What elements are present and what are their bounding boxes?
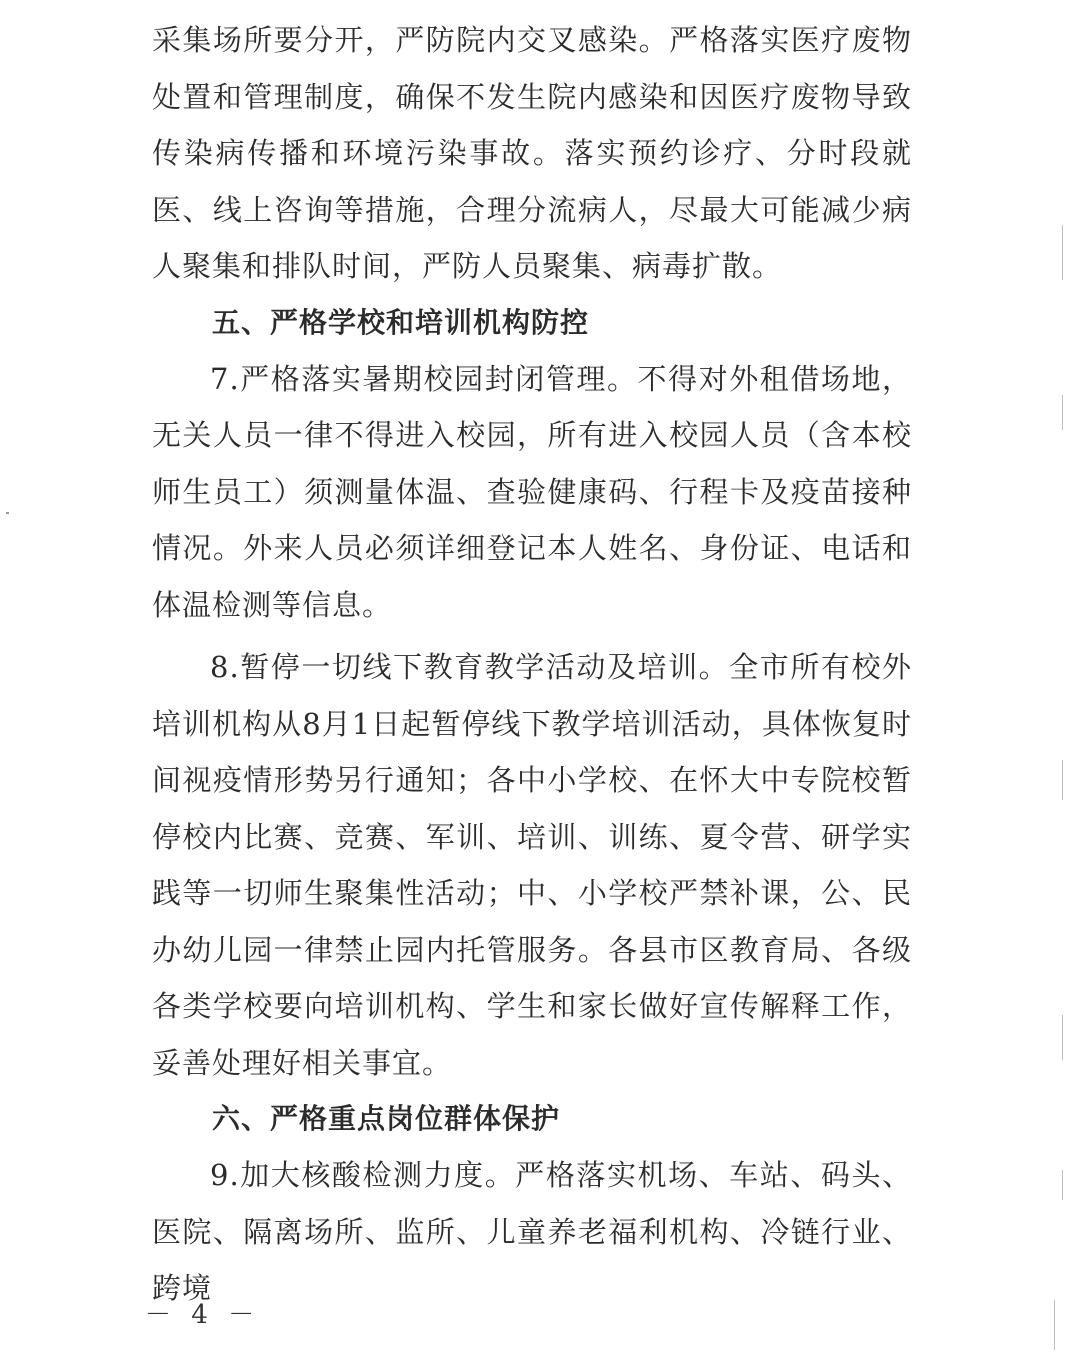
scan-artifact-dot [6, 512, 9, 514]
section-heading-5: 五、严格学校和培训机构防控 [212, 305, 590, 339]
scan-artifact-line [1062, 1170, 1063, 1200]
scan-artifact-line [1062, 395, 1063, 430]
scan-artifact-line [1062, 1015, 1063, 1060]
page-number: － 4 － [145, 1300, 261, 1330]
scan-artifact-line [1054, 1300, 1055, 1350]
paragraph-continuation: 采集场所要分开，严防院内交叉感染。严格落实医疗废物处置和管理制度，确保不发生院内感染和因医疗废物导致传染病传播和环境污染事故。落实预约诊疗、分时段就医、线上咨询等措施，合理分流病人，尽最大可能减少病人聚集和排队时间，严防人员聚集、病毒扩散。 [152, 23, 912, 283]
paragraph-item-7: 7.严格落实暑期校园封闭管理。不得对外租借场地，无关人员一律不得进入校园，所有进入校园人员（含本校师生员工）须测量体温、查验健康码、行程卡及疫苗接种情况。外来人员必须详细登记本人姓名、身份证、电话和体温检测等信息。 [152, 361, 912, 622]
document-body [152, 12, 912, 1317]
section-heading-6: 六、严格重点岗位群体保护 [212, 1102, 561, 1135]
paragraph-item-9: 9.加大核酸检测力度。严格落实机场、车站、码头、医院、隔离场所、监所、儿童养老福利机构、冷链行业、跨境 [152, 1158, 912, 1305]
scan-artifact-line [1062, 760, 1063, 800]
paragraph-item-8: 8.暂停一切线下教育教学活动及培训。全市所有校外培训机构从8月1日起暂停线下教学培训活动，具体恢复时间视疫情形势另行通知；各中小学校、在怀大中专院校暂停校内比赛、竞赛、军训、培训、训练、夏令营、研学实践等一切师生聚集性活动；中、小学校严禁补课，公、民办幼儿园一律禁止园内托管服务。各县市区教育局、各级各类学校要向培训机构、学生和家长做好宣传解释工作，妥善处理好相关事宜。 [152, 650, 912, 1080]
scan-artifact-line [1062, 225, 1063, 280]
